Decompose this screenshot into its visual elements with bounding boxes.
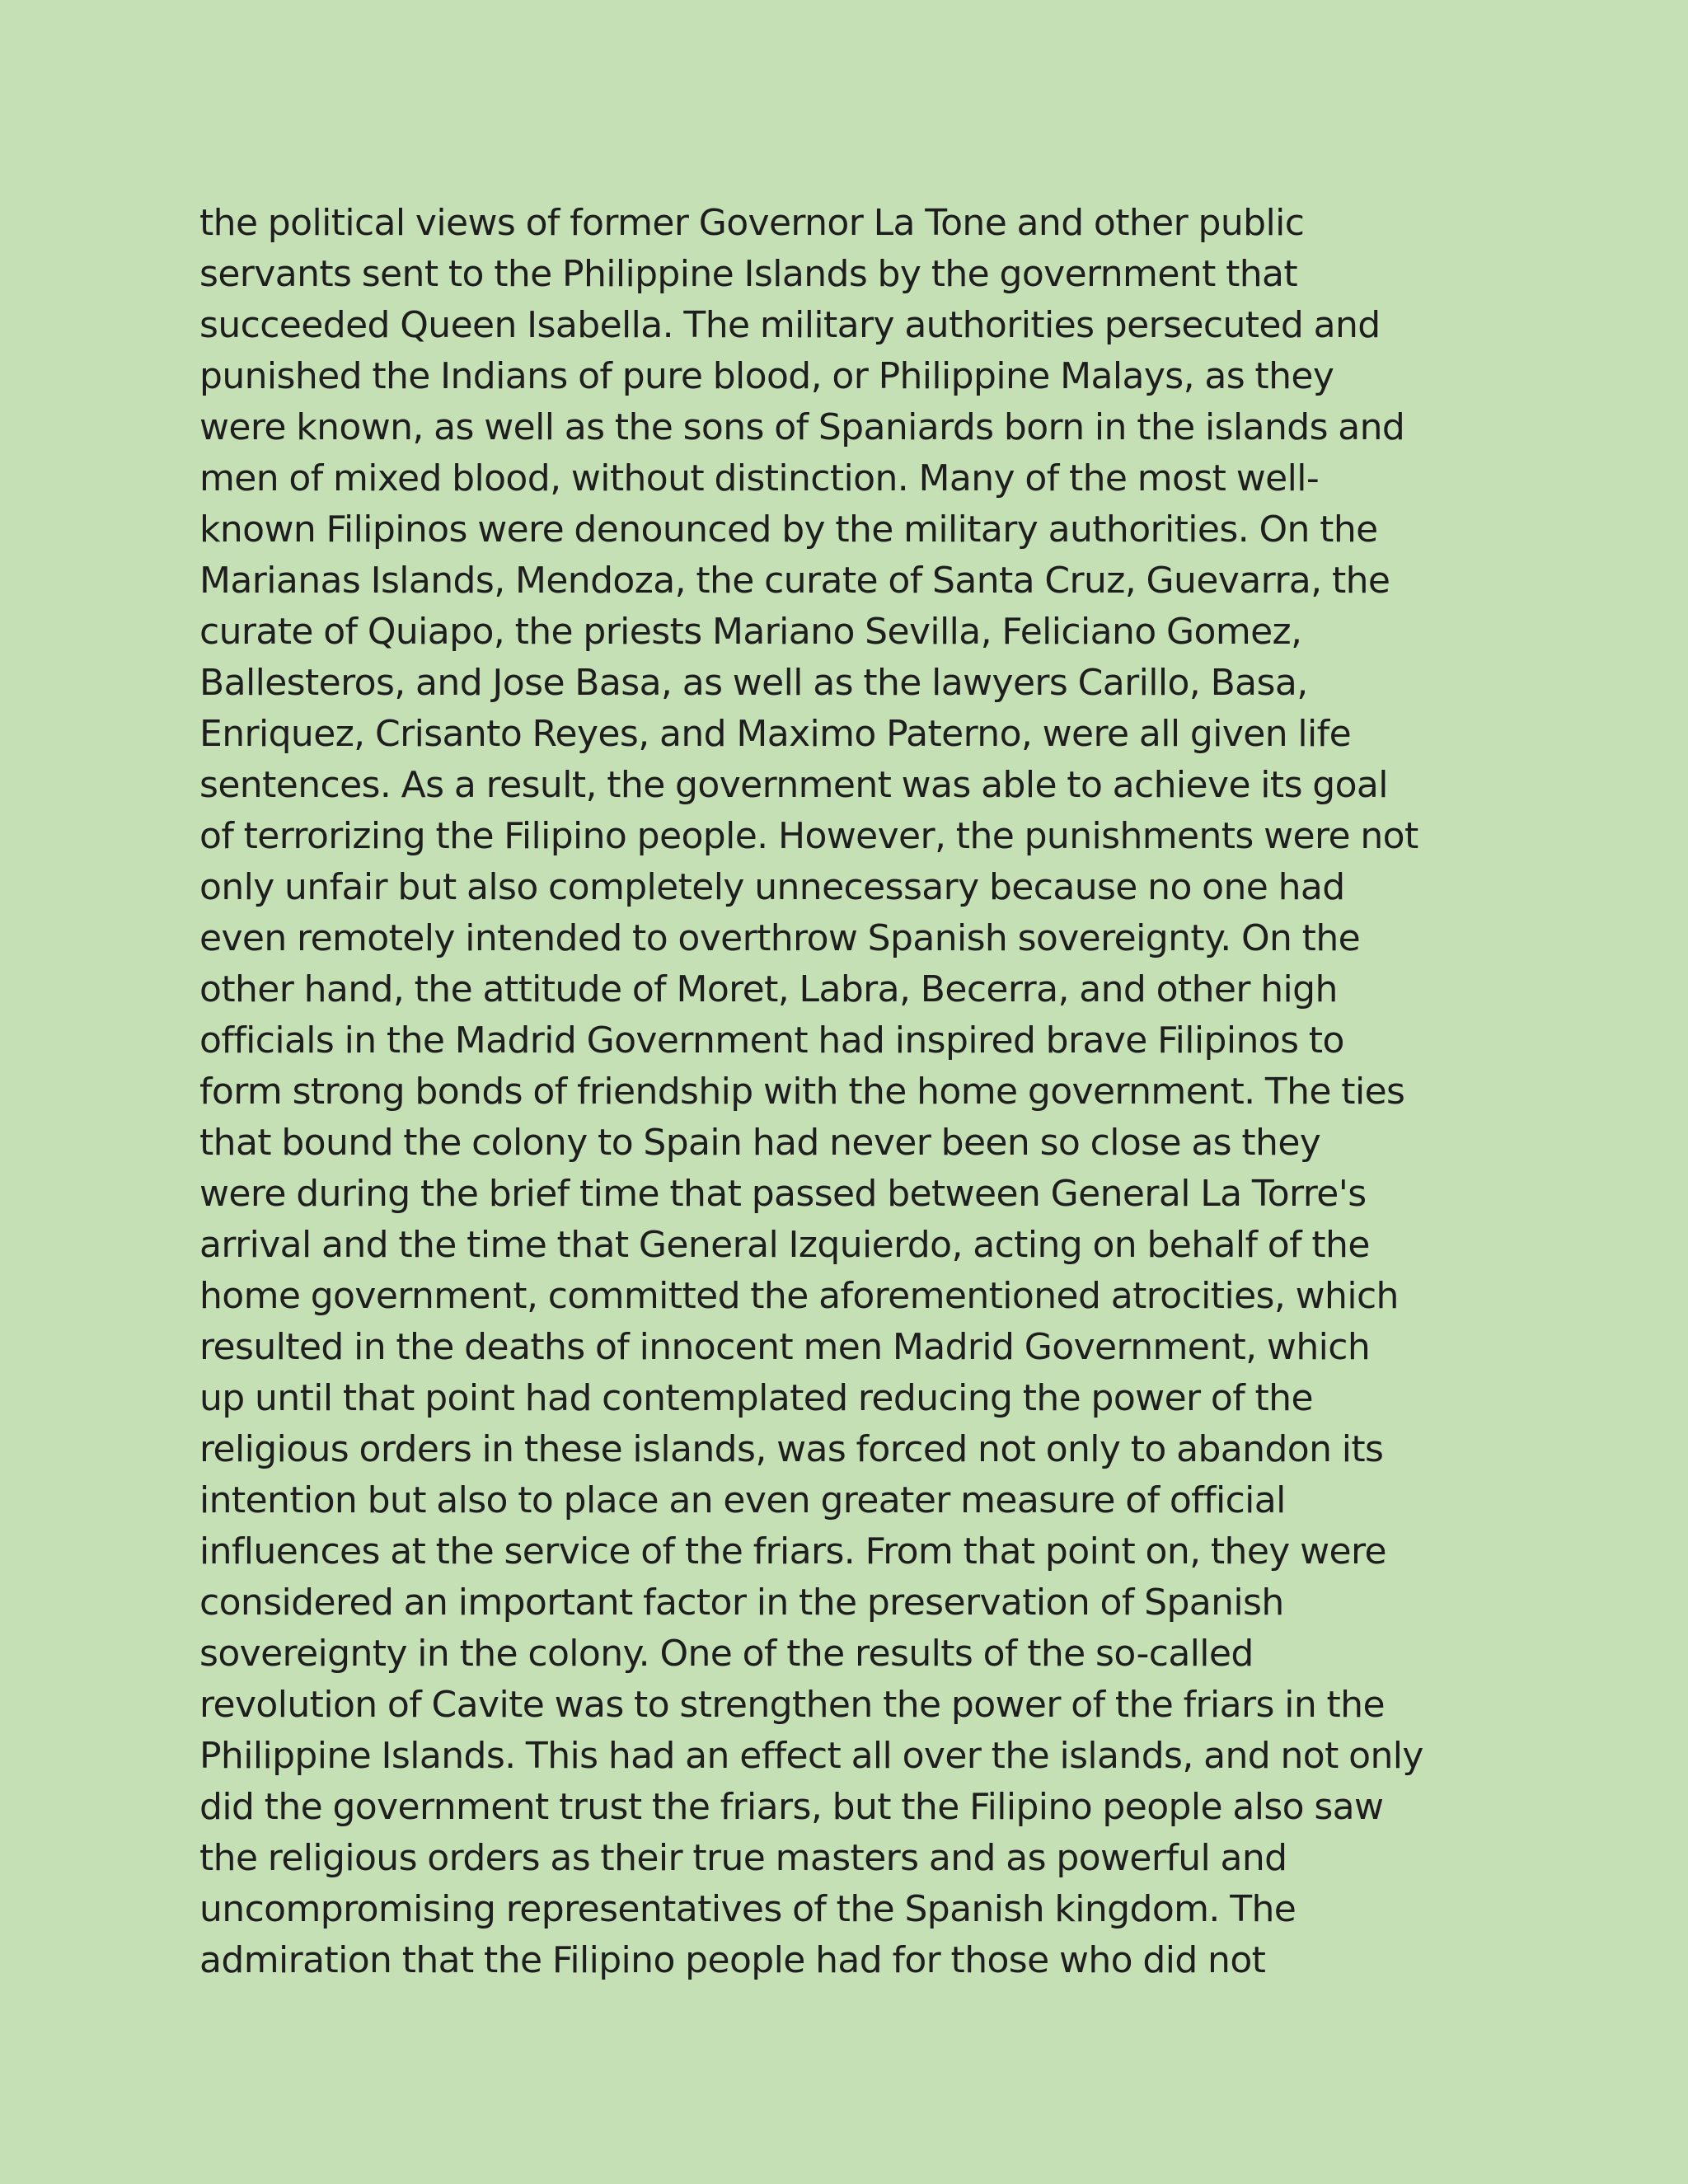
body-text: [199, 198, 1535, 1986]
text-line: Marianas Islands, Mendoza, the curate of Santa Cruz, Guevarra, the: [199, 560, 1390, 602]
text-line: known Filipinos were denounced by the military authorities. On the: [199, 509, 1378, 551]
text-line: did the government trust the friars, but the Filipino people also saw: [199, 1786, 1384, 1828]
text-line: admiration that the Filipino people had for those who did not: [199, 1939, 1266, 1981]
text-line: Ballesteros, and Jose Basa, as well as the lawyers Carillo, Basa,: [199, 662, 1308, 704]
text-line: were known, as well as the sons of Spaniards born in the islands and: [199, 406, 1405, 448]
text-line: other hand, the attitude of Moret, Labra, Becerra, and other high: [199, 968, 1338, 1010]
text-line: Philippine Islands. This had an effect all over the islands, and not only: [199, 1735, 1423, 1777]
text-line: intention but also to place an even greater measure of official: [199, 1479, 1286, 1521]
text-line: the religious orders as their true masters and as powerful and: [199, 1837, 1287, 1879]
text-line: officials in the Madrid Government had inspired brave Filipinos to: [199, 1019, 1344, 1062]
text-line: punished the Indians of pure blood, or Philippine Malays, as they: [199, 355, 1334, 397]
text-line: men of mixed blood, without distinction. Many of the most well-: [199, 457, 1320, 499]
text-line: were during the brief time that passed between General La Torre's: [199, 1173, 1367, 1215]
text-line: religious orders in these islands, was forced not only to abandon its: [199, 1428, 1384, 1470]
text-line: of terrorizing the Filipino people. However, the punishments were not: [199, 815, 1418, 857]
text-line: that bound the colony to Spain had never been so close as they: [199, 1122, 1321, 1164]
text-line: resulted in the deaths of innocent men Madrid Government, which: [199, 1326, 1371, 1368]
text-line: succeeded Queen Isabella. The military authorities persecuted and: [199, 304, 1381, 346]
text-line: home government, committed the aforementioned atrocities, which: [199, 1275, 1399, 1317]
text-line: sentences. As a result, the government was able to achieve its goal: [199, 764, 1388, 806]
text-line: arrival and the time that General Izquierdo, acting on behalf of the: [199, 1224, 1370, 1266]
text-line: sovereignty in the colony. One of the results of the so-called: [199, 1633, 1254, 1675]
text-line: the political views of former Governor La Tone and other public: [199, 202, 1305, 244]
text-line: uncompromising representatives of the Spanish kingdom. The: [199, 1888, 1296, 1930]
text-line: only unfair but also completely unnecessary because no one had: [199, 866, 1345, 908]
text-line: curate of Quiapo, the priests Mariano Sevilla, Feliciano Gomez,: [199, 611, 1302, 653]
text-line: up until that point had contemplated reducing the power of the: [199, 1377, 1313, 1419]
text-line: considered an important factor in the preservation of Spanish: [199, 1582, 1284, 1624]
text-line: even remotely intended to overthrow Spanish sovereignty. On the: [199, 917, 1361, 959]
text-line: Enriquez, Crisanto Reyes, and Maximo Paterno, were all given life: [199, 713, 1352, 755]
text-line: form strong bonds of friendship with the home government. The ties: [199, 1071, 1405, 1113]
text-line: revolution of Cavite was to strengthen the power of the friars in the: [199, 1684, 1385, 1726]
text-line: servants sent to the Philippine Islands by the government that: [199, 253, 1298, 295]
text-line: influences at the service of the friars. From that point on, they were: [199, 1530, 1386, 1572]
